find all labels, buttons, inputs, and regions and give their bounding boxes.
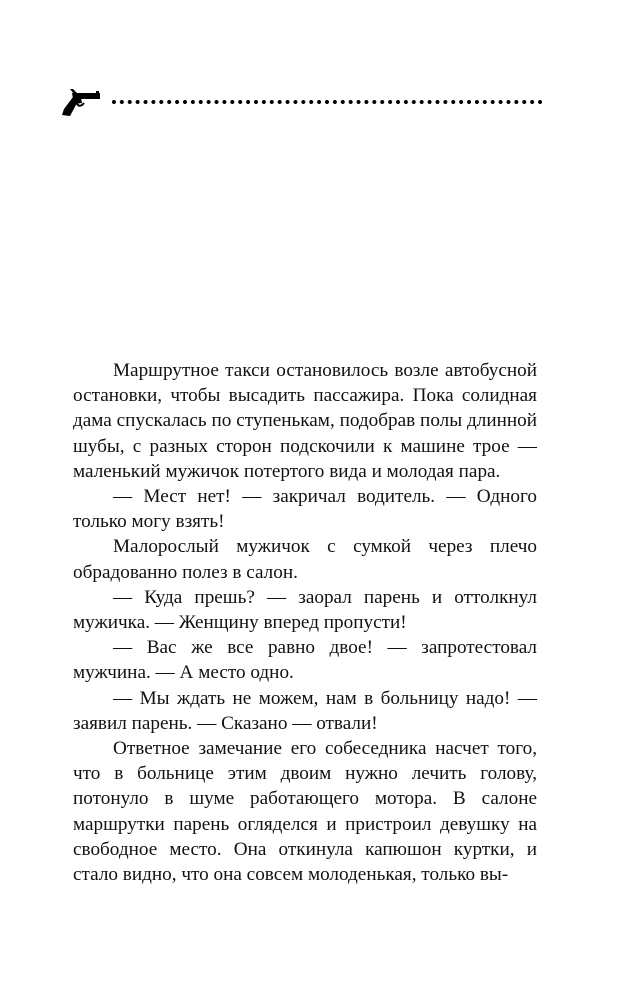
- body-text: [73, 358, 537, 887]
- revolver-icon: [60, 88, 102, 118]
- paragraph: Ответное замечание его собеседника насчет того, что в больнице этим двоим нужно лечить голову, потонуло в шуме работающего мотора. В салоне маршрутки парень огляделся и пристроил девушку на свободное место. Она откинула капюшон куртки, и стало видно, что она совсем молоденькая, только вы-: [73, 738, 537, 886]
- paragraph: Маршрутное такси остановилось возле автобусной остановки, чтобы высадить пассажира. Пока солидная дама спускалась по ступенькам, подобрав полы длинной шубы, с разных сторон подскочили к машине трое — маленький мужичок потертого вида и молодая пара.: [73, 360, 537, 482]
- paragraph: Малорослый мужичок с сумкой через плечо обрадованно полез в салон.: [73, 536, 537, 583]
- paragraph: — Мест нет! — закричал водитель. — Одного только могу взять!: [73, 486, 537, 533]
- dot-leader: [110, 98, 546, 106]
- paragraph: — Мы ждать не можем, нам в больницу надо! — заявил парень. — Сказано — отвали!: [73, 687, 537, 734]
- header-ornament: [60, 88, 550, 118]
- paragraph: — Куда прешь? — заорал парень и оттолкнул мужичка. — Женщину вперед пропусти!: [73, 586, 537, 634]
- paragraph: — Вас же все равно двое! — запротестовал мужчина. — А место одно.: [73, 637, 537, 684]
